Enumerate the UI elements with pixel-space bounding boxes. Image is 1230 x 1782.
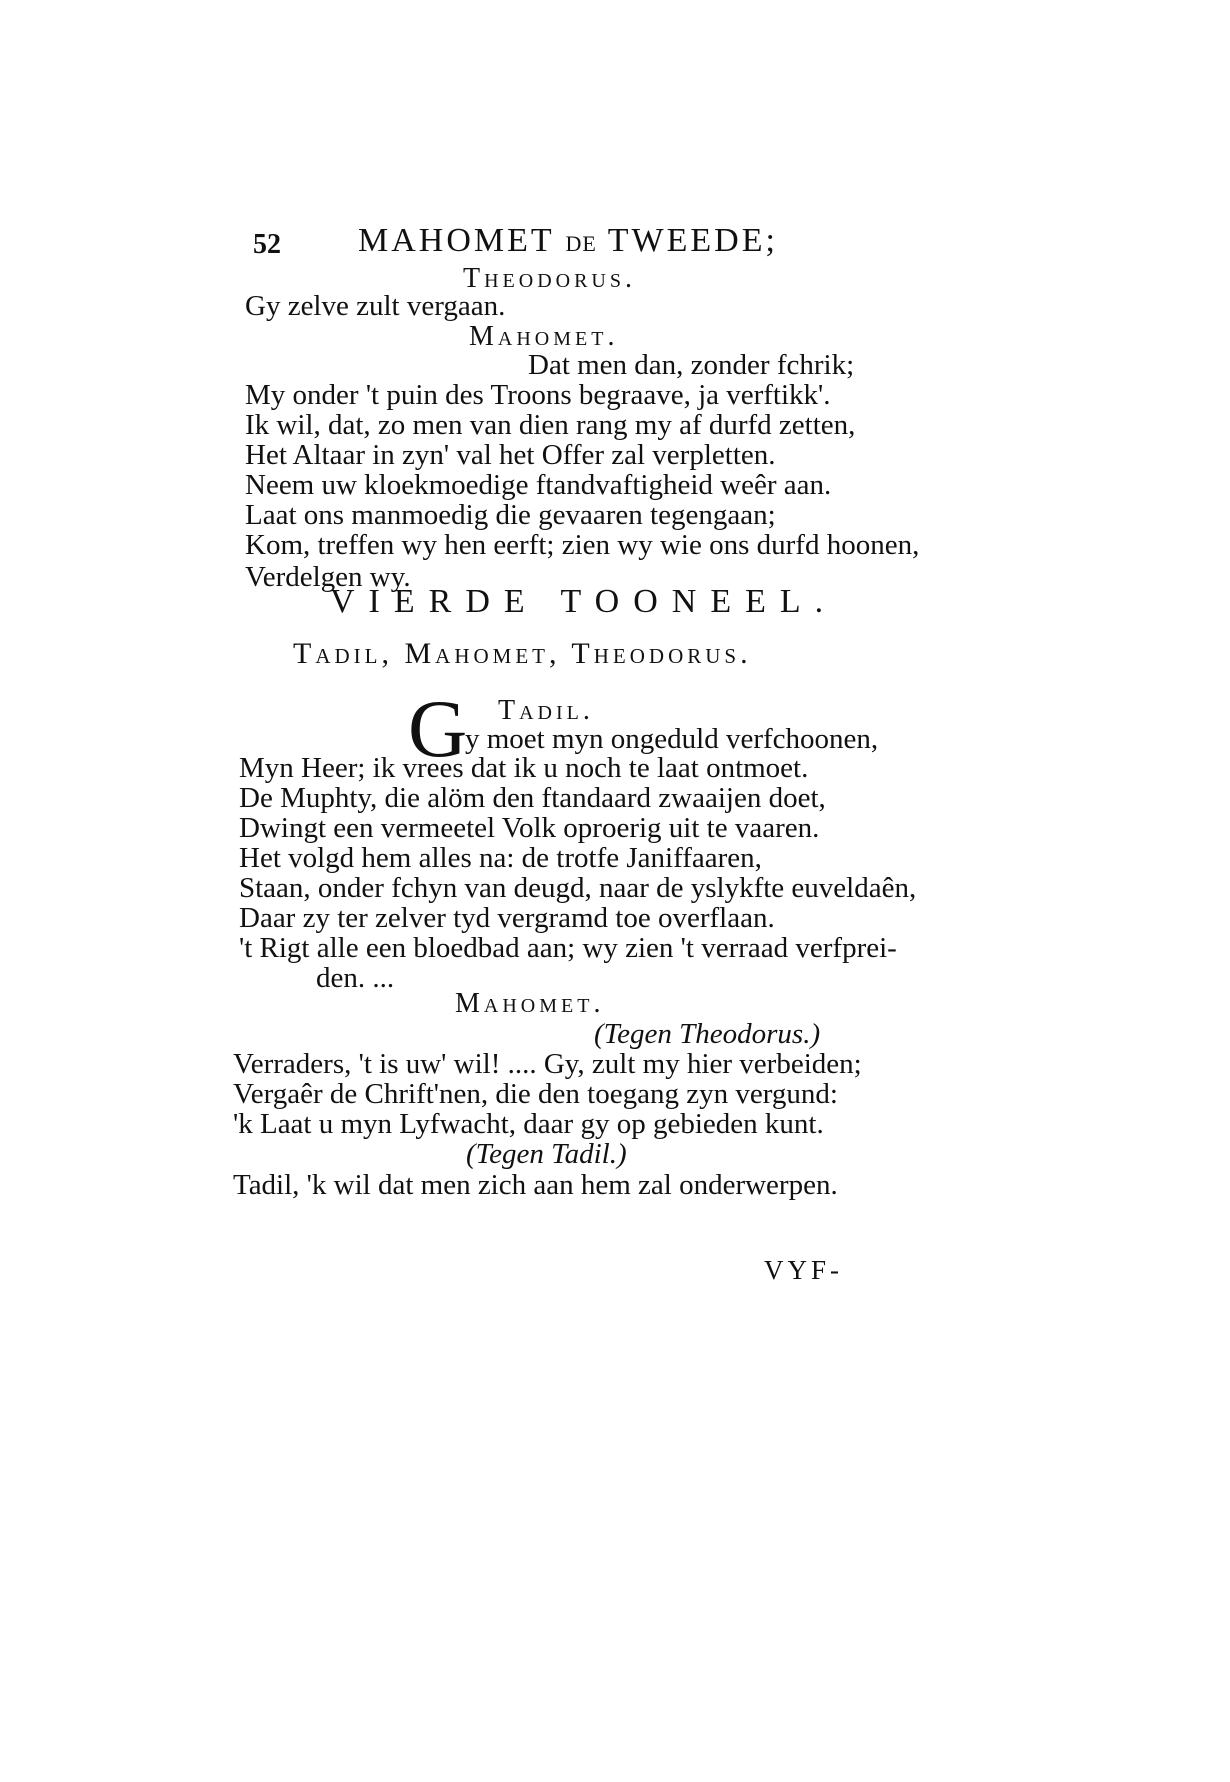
verse-line: Neem uw kloekmoedige ftandvaftigheid weêr aan. xyxy=(245,469,832,501)
page-number: 52 xyxy=(253,229,281,260)
speaker-mahomet: Mahomet. xyxy=(455,988,605,1019)
speaker-theodorus: Theodorus. xyxy=(463,263,636,294)
verse-line: Ik wil, dat, zo men van dien rang my af durfd zetten, xyxy=(245,409,856,441)
verse-line: De Muphty, die alöm den ftandaard zwaaijen doet, xyxy=(239,782,826,814)
stage-direction: (Tegen Theodorus.) xyxy=(594,1018,821,1050)
scene-cast: Tadil, Mahomet, Theodorus. xyxy=(293,637,752,670)
running-title-part-1: MAHOMET xyxy=(358,222,555,259)
verse-line: 't Rigt alle een bloedbad aan; wy zien 't verraad verfprei- xyxy=(239,932,897,964)
speaker-tadil: Tadil. xyxy=(498,695,594,726)
scene-title: VIERDE TOONEEL. xyxy=(330,583,838,620)
verse-line: Gy zelve zult vergaan. xyxy=(245,290,506,322)
verse-line: Dwingt een vermeetel Volk oproerig uit te vaaren. xyxy=(239,812,820,844)
verse-line: 'k Laat u myn Lyfwacht, daar gy op gebieden kunt. xyxy=(233,1108,824,1140)
verse-line: Staan, onder fchyn van deugd, naar de yslykfte euveldaên, xyxy=(239,872,917,904)
verse-line: y moet myn ongeduld verfchoonen, xyxy=(465,723,879,755)
verse-line: Tadil, 'k wil dat men zich aan hem zal onderwerpen. xyxy=(233,1169,838,1201)
verse-line: Myn Heer; ik vrees dat ik u noch te laat ontmoet. xyxy=(239,752,809,784)
running-title-part-2: DE xyxy=(565,231,597,256)
verse-line: Verdelgen wy. xyxy=(245,561,411,593)
verse-line: My onder 't puin des Troons begraave, ja verftikk'. xyxy=(245,379,831,411)
verse-line: Vergaêr de Chrift'nen, die den toegang zyn vergund: xyxy=(233,1078,838,1110)
stage-direction: (Tegen Tadil.) xyxy=(466,1138,627,1170)
drop-cap: G xyxy=(408,683,468,774)
speaker-mahomet: Mahomet. xyxy=(469,321,619,352)
verse-line: Dat men dan, zonder fchrik; xyxy=(528,349,855,381)
verse-line: Daar zy ter zelver tyd vergramd toe overflaan. xyxy=(239,902,775,934)
verse-line: Het Altaar in zyn' val het Offer zal verpletten. xyxy=(245,439,776,471)
catchword: VYF- xyxy=(764,1255,844,1285)
verse-line: Kom, treffen wy hen eerft; zien wy wie ons durfd hoonen, xyxy=(245,529,920,561)
verse-line: Verraders, 't is uw' wil! .... Gy, zult my hier verbeiden; xyxy=(233,1048,862,1080)
verse-line: Het volgd hem alles na: de trotfe Janiffaaren, xyxy=(239,842,762,874)
running-title-part-3: TWEEDE; xyxy=(607,222,778,259)
running-title xyxy=(358,224,778,261)
verse-line: Laat ons manmoedig die gevaaren tegengaan; xyxy=(245,499,776,531)
verse-line: den. ... xyxy=(316,962,395,994)
